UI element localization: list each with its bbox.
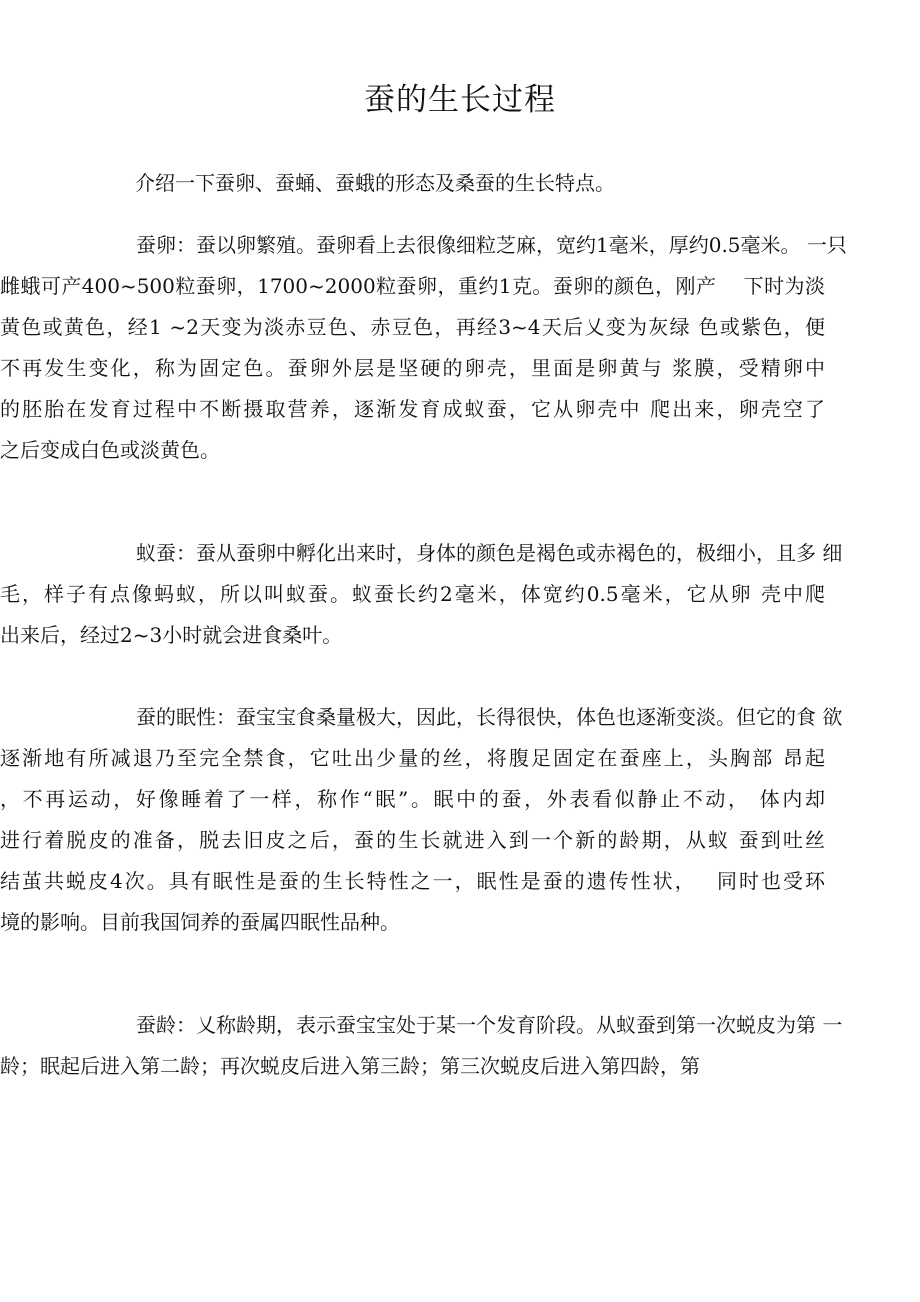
page-title: 蚕的生长过程 [364, 82, 556, 118]
text-line: 雌蛾可产400~500粒蚕卵，1700~2000粒蚕卵，重约1克。蚕卵的颜色，刚产 下时为淡 [0, 274, 825, 298]
text-line: 蚕卵：蚕以卵繁殖。蚕卵看上去很像细粒芝麻，宽约1毫米，厚约0.5毫米。 一只 [136, 233, 847, 257]
paragraph-molting-sleep [0, 697, 843, 943]
text-line: 毛，样子有点像蚂蚁，所以叫蚁蚕。蚁蚕长约2毫米，体宽约0.5毫米，它从卵 壳中爬 [0, 582, 825, 606]
text-line: 之后变成白色或淡黄色。 [0, 438, 220, 462]
text-line: 结茧共蜕皮4次。具有眠性是蚕的生长特性之一，眠性是蚕的遗传性状， 同时也受环 [0, 869, 825, 893]
text-line: 蚁蚕：蚕从蚕卵中孵化出来时，身体的颜色是褐色或赤褐色的，极细小，且多 细 [136, 541, 843, 565]
text-line: 境的影响。目前我国饲养的蚕属四眠性品种。 [0, 910, 400, 934]
text-line: ，不再运动，好像睡着了一样，称作“眠”。眠中的蚕，外表看似静止不动， 体内却 [0, 787, 825, 811]
intro-line: 介绍一下蚕卵、蚕蛹、蚕蛾的形态及桑蚕的生长特点。 [135, 171, 615, 195]
text-line: 逐渐地有所减退乃至完全禁食，它吐出少量的丝，将腹足固定在蚕座上，头胸部 昂起 [0, 746, 825, 770]
text-line: 进行着脱皮的准备，脱去旧皮之后，蚕的生长就进入到一个新的龄期，从蚁 蚕到吐丝 [0, 828, 825, 852]
text-line: 黄色或黄色，经1 ~2天变为淡赤豆色、赤豆色，再经3~4天后乂变为灰绿 色或紫色，便 [0, 315, 825, 339]
text-line: 蚕龄：乂称龄期，表示蚕宝宝处于某一个发育阶段。从蚁蚕到第一次蜕皮为第 一 [136, 1013, 843, 1037]
intro-paragraph [135, 163, 825, 204]
paragraph-newly-hatched [0, 533, 843, 656]
paragraph-silkworm-egg [0, 225, 847, 471]
text-line: 出来后，经过2~3小时就会进食桑叶。 [0, 623, 343, 647]
text-line: 龄；眠起后进入第二龄；再次蜕皮后进入第三龄；第三次蜕皮后进入第四龄，第 [0, 1054, 700, 1078]
text-line: 不再发生变化，称为固定色。蚕卵外层是坚硬的卵壳，里面是卵黄与 浆膜，受精卵中 [0, 356, 825, 380]
text-line: 的胚胎在发育过程中不断摄取营养，逐渐发育成蚁蚕，它从卵壳中 爬出来，卵壳空了 [0, 397, 825, 421]
text-line: 蚕的眠性：蚕宝宝食桑量极大，因此，长得很快，体色也逐渐变淡。但它的食 欲 [136, 705, 843, 729]
paragraph-instar [0, 1005, 843, 1087]
